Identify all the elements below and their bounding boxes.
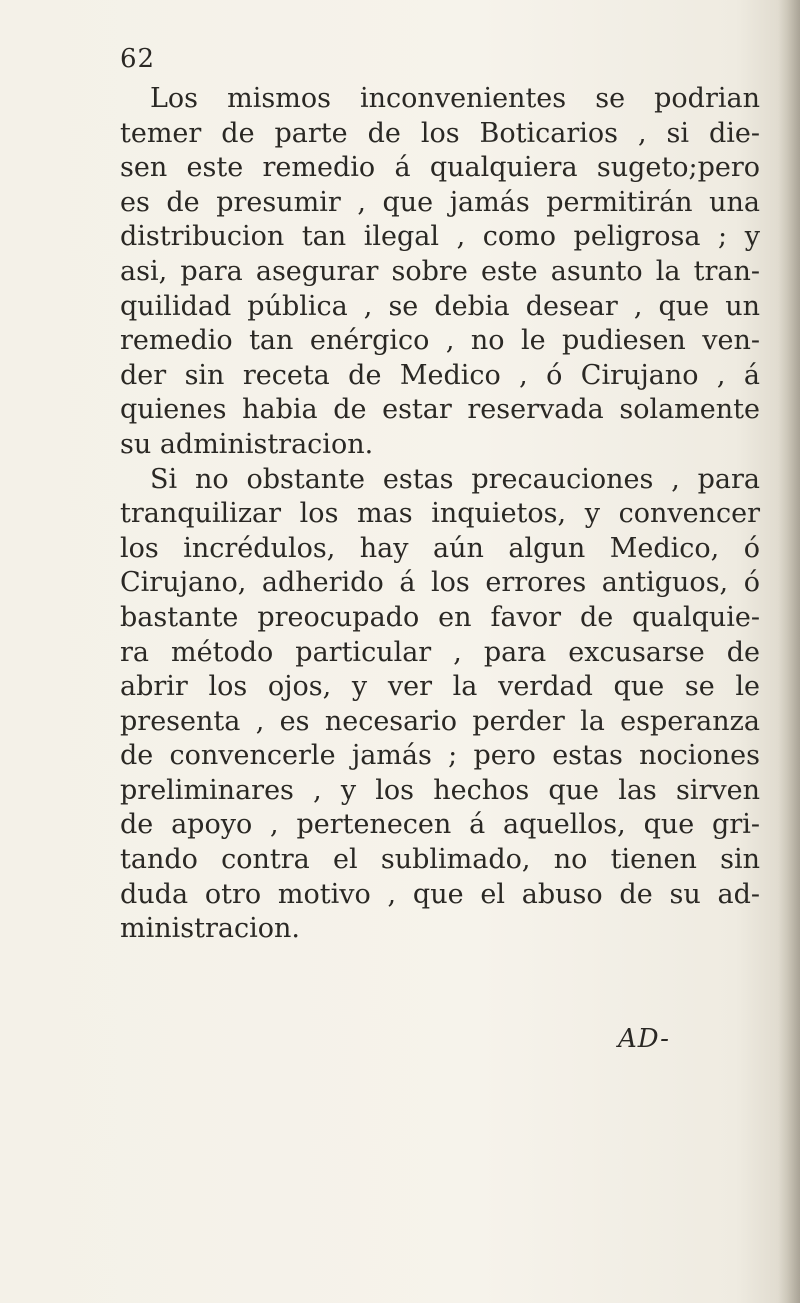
text-line: su administracion. xyxy=(120,428,374,460)
text-line: Cirujano, adherido á los errores antiguos, ó xyxy=(120,567,760,599)
text-line: de apoyo , pertenecen á aquellos, que gri- xyxy=(120,809,760,841)
text-line: bastante preocupado en favor de qualquie- xyxy=(120,601,760,633)
text-line: ra método particular , para excusarse de xyxy=(120,636,760,668)
text-line: presenta , es necesario perder la esperanza xyxy=(120,705,760,737)
text-line: ministracion. xyxy=(120,913,300,945)
text-line: tando contra el sublimado, no tienen sin xyxy=(120,844,760,876)
text-line: temer de parte de los Boticarios , si die- xyxy=(120,117,760,149)
text-line: es de presumir , que jamás permitirán una xyxy=(120,186,760,218)
page-number: 62 xyxy=(120,44,156,74)
text-line: los incrédulos, hay aún algun Medico, ó xyxy=(120,532,760,564)
text-line: der sin receta de Medico , ó Cirujano , á xyxy=(120,359,760,391)
text-line: distribucion tan ilegal , como peligrosa ; y xyxy=(120,221,760,253)
body-text xyxy=(120,82,760,947)
catchword: AD- xyxy=(618,1024,670,1054)
text-line: tranquilizar los mas inquietos, y convencer xyxy=(120,498,760,530)
text-line: Los mismos inconvenientes se podrian xyxy=(150,83,760,114)
text-line: sen este remedio á qualquiera sugeto;pero xyxy=(120,152,760,184)
text-line: quienes habia de estar reservada solamente xyxy=(120,394,760,426)
text-line: remedio tan enérgico , no le pudiesen ven- xyxy=(120,325,760,357)
text-line: quilidad pública , se debia desear , que un xyxy=(120,290,760,322)
text-line: duda otro motivo , que el abuso de su ad- xyxy=(120,878,760,910)
text-line: abrir los ojos, y ver la verdad que se le xyxy=(120,671,760,703)
text-line: preliminares , y los hechos que las sirven xyxy=(120,774,760,806)
text-line: asi, para asegurar sobre este asunto la tran- xyxy=(120,255,760,287)
page-edge-shadow xyxy=(778,0,800,1303)
text-line: de convencerle jamás ; pero estas nociones xyxy=(120,740,760,772)
text-line: Si no obstante estas precauciones , para xyxy=(150,463,760,495)
